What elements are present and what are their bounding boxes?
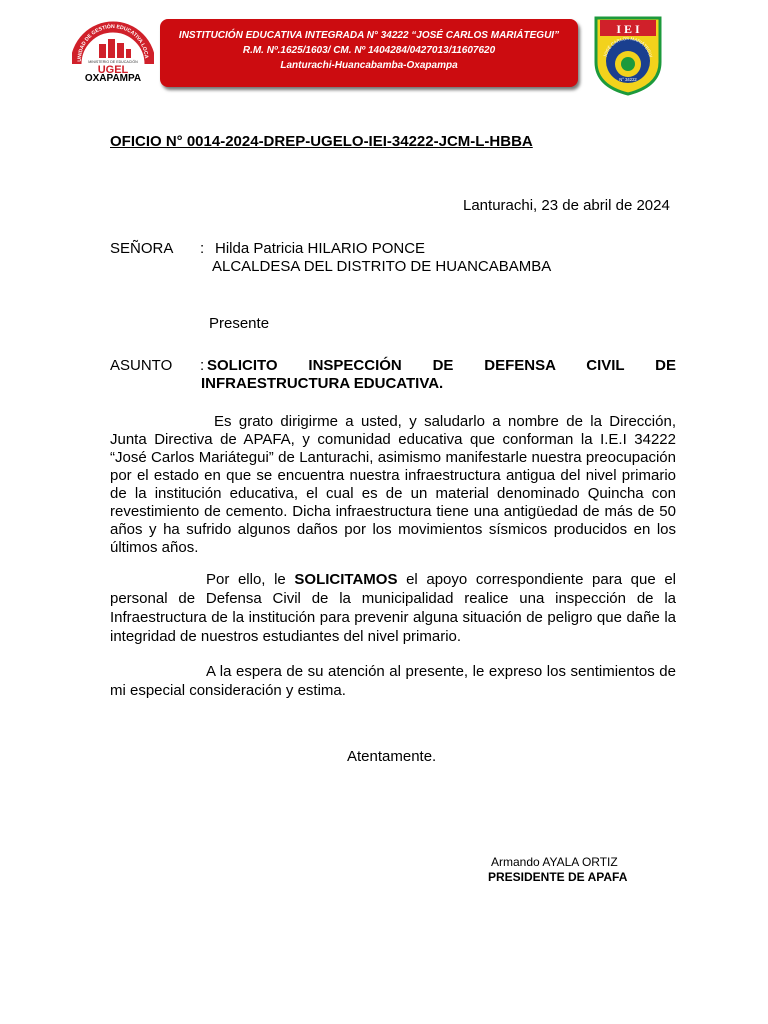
recipient-label: SEÑORA — [110, 240, 174, 257]
subject-line-2: INFRAESTRUCTURA EDUCATIVA. — [201, 375, 444, 392]
ugel-city: OXAPAMPA — [84, 73, 142, 84]
svg-text:JOSÉ CARLOS MARIÁTEGUI: JOSÉ CARLOS MARIÁTEGUI — [602, 35, 654, 58]
subject-colon: : — [200, 357, 205, 374]
svg-text:UGEL: UGEL — [97, 64, 129, 74]
recipient-name: Hilda Patricia HILARIO PONCE — [215, 240, 426, 257]
letter-date: Lanturachi, 23 de abril de 2024 — [463, 197, 670, 214]
body-paragraph-1: Es grato dirigirme a usted, y saludarlo a nombre de la Dirección, Junta Directiva de APAFA, y comunidad educativa que conforman la I.E.I 34222 “José Carlos Mariátegui” de Lanturachi, asimismo manifestarle nuestra preocupación por el estado en que se encuentra nuestra infraestructura antigua del nivel primario de la institución educativa, el cual es de un material denominado Quincha con revestimiento de cemento. Dicha infraestructura tiene una antigüedad de más de 50 años y ha sufrido algunos daños por los movimientos sísmicos producidos en los últimos años. — [110, 413, 676, 556]
banner-resolution: R.M. Nº.1625/1603/ CM. Nº 1404284/0427013/11607620 — [242, 45, 496, 56]
svg-text:MINISTERIO DE EDUCACIÓN: MINISTERIO DE EDUCACIÓN — [88, 60, 138, 64]
iei-crest-logo — [592, 14, 664, 96]
presente-text: Presente — [209, 315, 270, 332]
closing-text: Atentamente. — [347, 748, 437, 765]
recipient-role: ALCALDESA DEL DISTRITO DE HUANCABAMBA — [212, 258, 552, 275]
svg-text:UNIDAD DE GESTIÓN EDUCATIVA LO: UNIDAD DE GESTIÓN EDUCATIVA LOCA — [76, 23, 150, 62]
svg-text:N° 34222: N° 34222 — [619, 77, 637, 82]
svg-text:I E I: I E I — [616, 22, 640, 36]
school-banner — [160, 19, 578, 87]
body-paragraph-3: A la espera de su atención al presente, le expreso los sentimientos de mi especial consideración y estima. — [110, 663, 676, 699]
subject-label: ASUNTO — [110, 357, 173, 374]
signatory-title: PRESIDENTE DE APAFA — [488, 870, 628, 884]
banner-location: Lanturachi-Huancabamba-Oxapampa — [280, 60, 458, 71]
subject-line-1: SOLICITO INSPECCIÓN DE DEFENSA CIVIL DE — [207, 357, 676, 374]
body-paragraph-2: Por ello, le SOLICITAMOS el apoyo correspondiente para que el personal de Defensa Civil de la municipalidad realice una inspección de la Infraestructura de la institución para prevenir alguna situación de peligro que dañe la integridad de nuestros estudiantes del nivel primario. — [110, 571, 676, 645]
banner-school-name: INSTITUCIÓN EDUCATIVA INTEGRADA N° 34222 “JOSÉ CARLOS MARIÁTEGUI” — [178, 30, 560, 41]
solicitamos-emphasis: SOLICITAMOS — [294, 571, 398, 588]
recipient-colon: : — [200, 240, 205, 257]
oficio-number: OFICIO N° 0014-2024-DREP-UGELO-IEI-34222-JCM-L-HBBA — [110, 133, 533, 150]
signatory-name: Armando AYALA ORTIZ — [491, 855, 618, 869]
